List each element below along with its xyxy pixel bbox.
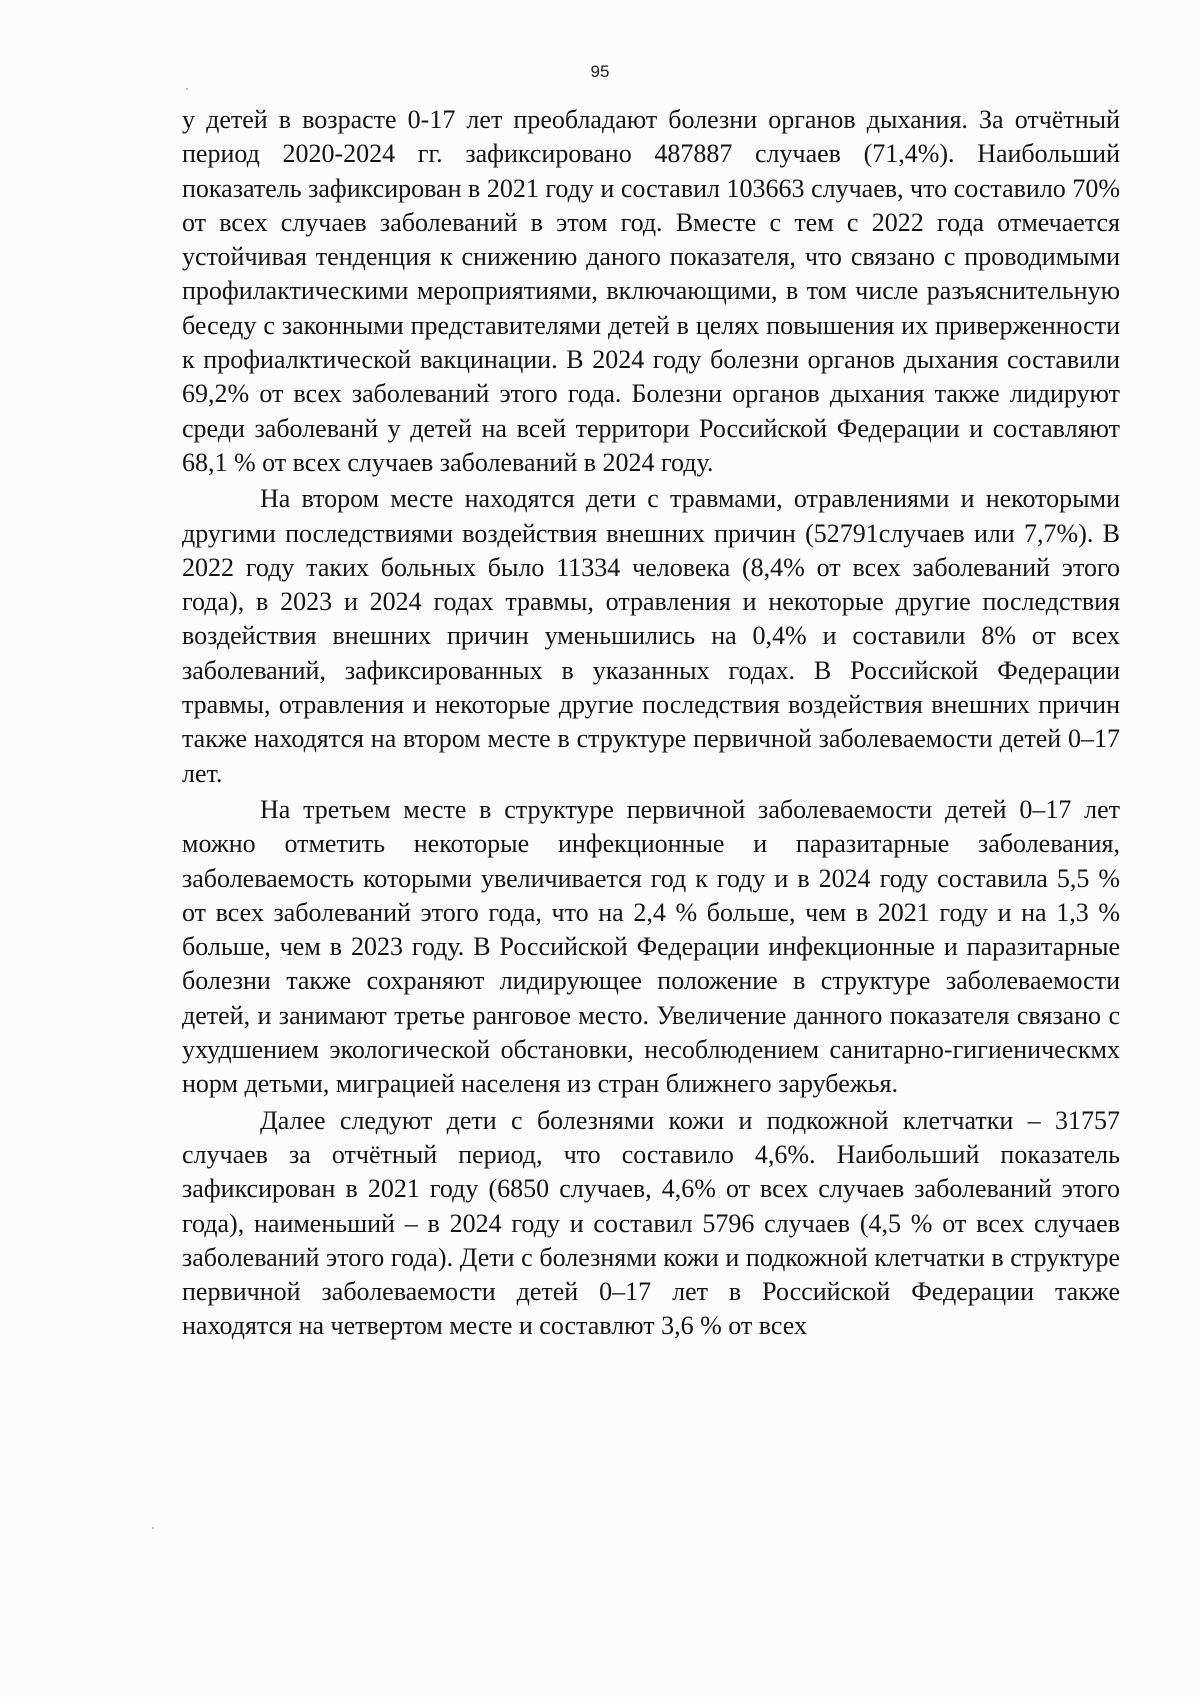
paragraph-respiratory-diseases: у детей в возрасте 0-17 лет преобладают болезни органов дыхания. За отчётный период 2020-2024 гг. зафиксировано 487887 случаев (71,4%). Наибольший показатель зафиксирован в 2021 году и составил 103663 случаев, что составило 70% от всех случаев заболеваний в этом год. Вместе с тем с 2022 года отмечается устойчивая тенденция к снижению даного показателя, что связано с проводимыми профилактическими мероприятиями, включающими, в том числе разъяснительную беседу с законными представителями детей в целях повышения их приверженности к профиалктической вакцинации. В 2024 году болезни органов дыхания составили 69,2% от всех заболеваний этого года. Болезни органов дыхания также лидируют среди заболеванй у детей на всей территори Российской Федерации и составляют 68,1 % от всех случаев заболеваний в 2024 году. [182, 105, 1120, 477]
scan-speck [186, 88, 188, 90]
paragraph-injuries-poisoning: На втором месте находятся дети с травмами, отравлениями и некоторыми другими последствиями воздействия внешних причин (52791случаев или 7,7%). В 2022 году таких больных было 11334 человека (8,4% от всех заболеваний этого года), в 2023 и 2024 годах травмы, отравления и некоторые другие последствия воздействия внешних причин уменьшились на 0,4% и составили 8% от всех заболеваний, зафиксированных в указанных годах. В Российской Федерации травмы, отравления и некоторые другие последствия воздействия внешних причин также находятся на втором месте в структуре первичной заболеваемости детей 0–17 лет. [182, 484, 1120, 788]
document-body [182, 103, 1120, 1344]
paragraph-infectious-diseases: На третьем месте в структуре первичной заболеваемости детей 0–17 лет можно отметить некоторые инфекционные и паразитарные заболевания, заболеваемость которыми увеличивается год к году и в 2024 году составила 5,5 % от всех заболеваний этого года, что на 2,4 % больше, чем в 2021 году и на 1,3 % больше, чем в 2023 году. В Российской Федерации инфекционные и паразитарные болезни также сохраняют лидирующее положение в структуре заболеваемости детей, и занимают третье ранговое место. Увеличение данного показателя связано с ухудшением экологической обстановки, несоблюдением санитарно-гигиеническмх норм детьми, миграцией населеня из стран ближнего зарубежья. [182, 794, 1120, 1099]
scan-speck [152, 1527, 154, 1529]
paragraph-skin-diseases: Далее следуют дети с болезнями кожи и подкожной клетчатки – 31757 случаев за отчётный период, что составило 4,6%. Наибольший показатель зафиксирован в 2021 году (6850 случаев, 4,6% от всех случаев заболеваний этого года), наименьший – в 2024 году и составил 5796 случаев (4,5 % от всех случаев заболеваний этого года). Дети с болезнями кожи и подкожной клетчатки в структуре первичной заболеваемости детей 0–17 лет в Российской Федерации также находятся на четвертом месте и составлют 3,6 % от всех [182, 1105, 1120, 1341]
page-number: 95 [590, 62, 610, 81]
